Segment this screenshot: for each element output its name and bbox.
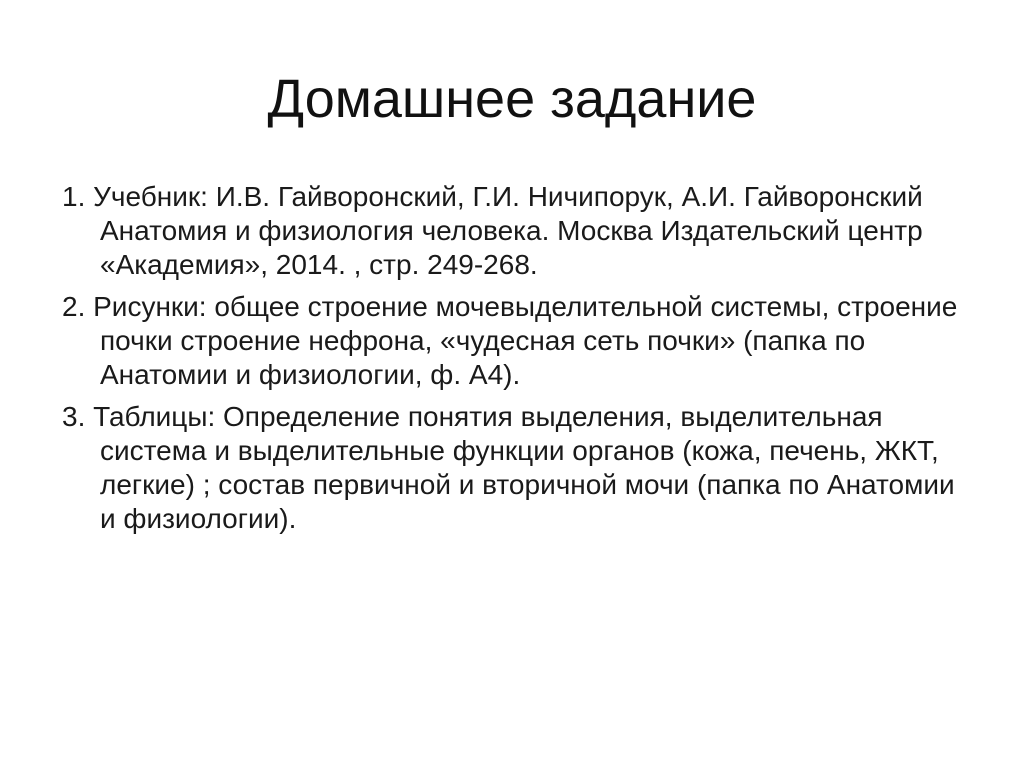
homework-item-textbook: 1. Учебник: И.В. Гайворонский, Г.И. Ничипорук, А.И. Гайворонский Анатомия и физиология человека. Москва Издательский центр «Академия», 2014. , стр. 249-268.: [62, 181, 923, 280]
homework-item-tables: 3. Таблицы: Определение понятия выделения, выделительная система и выделительные функции органов (кожа, печень, ЖКТ, легкие) ; состав первичной и вторичной мочи (папка по Анатомии и физиологии).: [62, 401, 955, 534]
slide-title: Домашнее задание: [267, 69, 757, 129]
homework-item-drawings: 2. Рисунки: общее строение мочевыделительной системы, строение почки строение нефрона, «чудесная сеть почки» (папка по Анатомии и физиологии, ф. А4).: [62, 291, 958, 390]
homework-list: [62, 180, 962, 544]
